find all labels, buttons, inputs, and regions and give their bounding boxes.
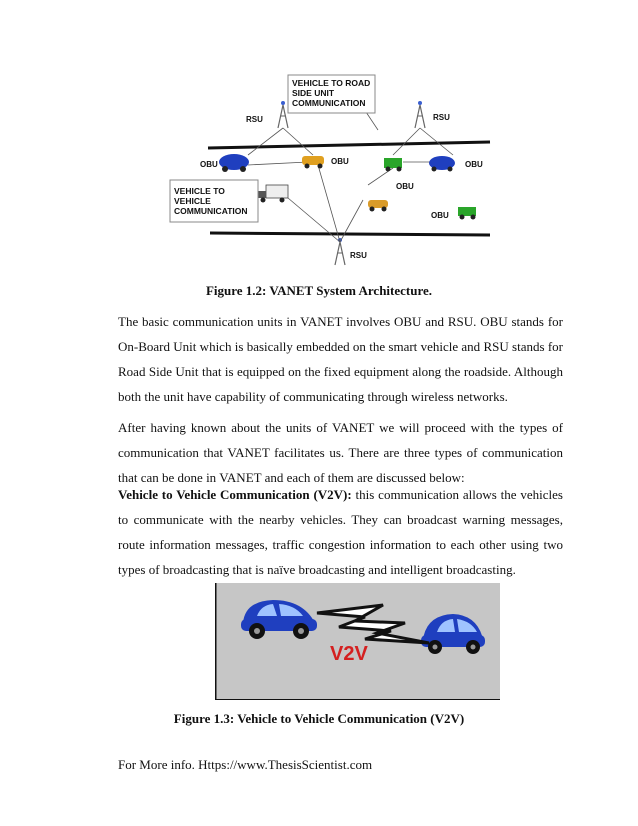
truck-white-icon xyxy=(258,185,288,203)
obu-label-5: OBU xyxy=(431,211,449,220)
v2r-line-3: COMMUNICATION xyxy=(292,98,366,108)
footer-link-text: For More info. Https://www.ThesisScientist.com xyxy=(118,757,373,772)
obu-label-3: OBU xyxy=(465,160,483,169)
taxi-icon xyxy=(302,156,324,169)
v2r-line-2: SIDE UNIT xyxy=(292,88,335,98)
v2v-line-2: VEHICLE xyxy=(174,196,211,206)
v2v-box-text xyxy=(174,186,248,216)
green-pickup-icon xyxy=(458,207,476,220)
rsu-label-bottom: RSU xyxy=(350,251,367,260)
v2r-line-1: VEHICLE TO ROAD xyxy=(292,78,371,88)
car-orange-icon xyxy=(368,200,388,212)
rsu-label-right: RSU xyxy=(433,113,450,122)
road-edge-bottom xyxy=(210,233,490,235)
v2v-line-3: COMMUNICATION xyxy=(174,206,248,216)
rsu-label-left: RSU xyxy=(246,115,263,124)
v2v-heading: Vehicle to Vehicle Communication (V2V): xyxy=(118,487,352,502)
obu-label-1: OBU xyxy=(200,160,218,169)
road-edge-top xyxy=(208,142,490,148)
paragraph-units: The basic communication units in VANET involves OBU and RSU. OBU stands for On-Board Unit which is basically embedded on the smart vehicle and RSU stands for Road Side Unit that is equipped on the fixed equipment along the roadside. Although both the unit have capability of communicating through wireless networks. xyxy=(118,314,563,404)
car-blue-left-icon xyxy=(219,154,249,172)
v2v-illustration xyxy=(215,583,500,700)
v2v-line-1: VEHICLE TO xyxy=(174,186,225,196)
obu-label-2: OBU xyxy=(331,157,349,166)
paragraph-types: After having known about the units of VANET we will proceed with the types of communication that VANET facilitates us. There are three types of communication that can be done in VANET and each of them are discussed below: xyxy=(118,420,563,485)
figure-1-3-caption: Figure 1.3: Vehicle to Vehicle Communication (V2V) xyxy=(173,711,465,726)
v2v-figure-label: V2V xyxy=(330,643,368,665)
v2v-body: this communication allows the vehicles to communicate with the nearby vehicles. They can broadcast warning messages, route information messages, traffic congestion information to each other using two types of broadcasting that is naïve broadcasting and intelligent broadcasting. xyxy=(118,487,563,577)
obu-label-4: OBU xyxy=(396,182,414,191)
v2r-box-text xyxy=(292,78,370,108)
figure-1-2-caption: Figure 1.2: VANET System Architecture. xyxy=(205,283,433,298)
green-truck-icon xyxy=(384,158,402,172)
car-blue-right-icon xyxy=(429,156,455,172)
rsu-tower-right-icon xyxy=(415,101,425,128)
rsu-tower-bottom-icon xyxy=(335,238,345,265)
rsu-tower-left-icon xyxy=(278,101,288,128)
paragraph-v2v xyxy=(118,482,563,582)
